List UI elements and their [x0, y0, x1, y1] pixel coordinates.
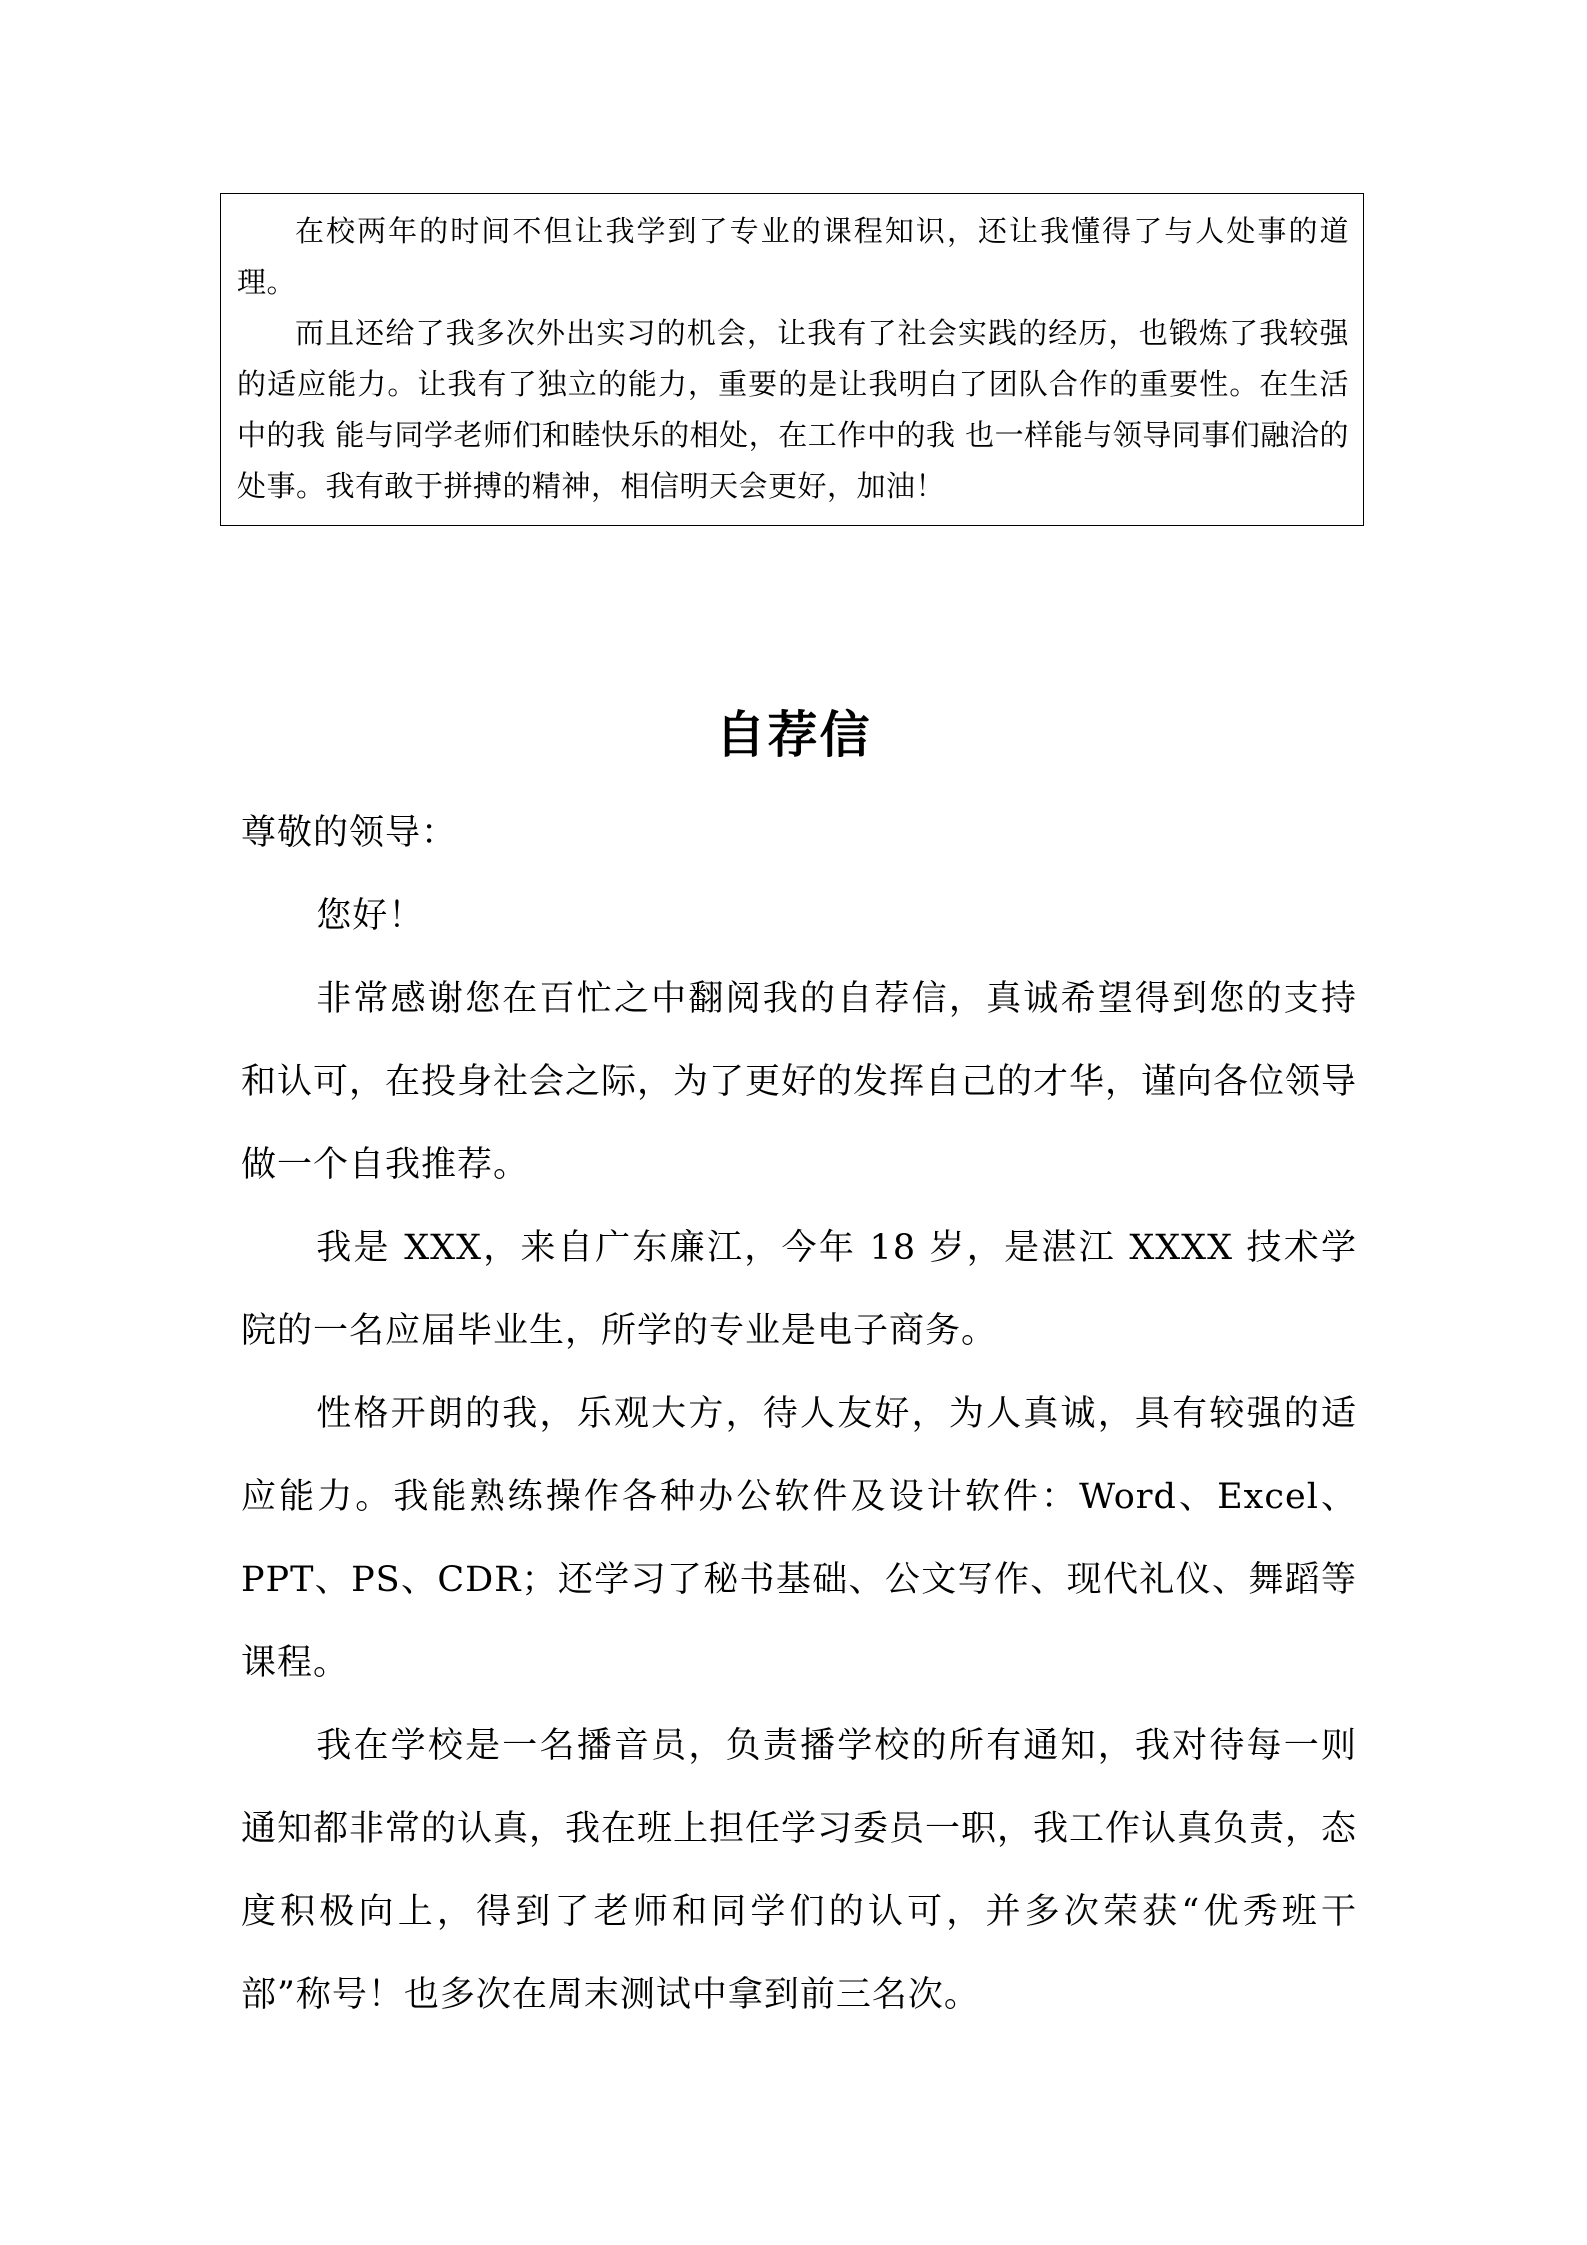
intro-paragraph-2: 而且还给了我多次外出实习的机会，让我有了社会实践的经历，也锻炼了我较强的适应能力。让我有了独立的能力，重要的是让我明白了团队合作的重要性。在生活中的我 能与同学老师们和睦快乐的相处，在工作中的我 也一样能与领导同事们融洽的处事。我有敢于拼搏的精神，相信明天会更好，加油！ — [237, 316, 1349, 503]
letter-greeting: 您好！ — [316, 896, 425, 936]
letter-paragraph-2: 我是 XXX，来自广东廉江，今年 18 岁，是湛江 XXXX 技术学院的一名应届毕业生，所学的专业是电子商务。 — [241, 1228, 1357, 1351]
letter-paragraph-3: 性格开朗的我，乐观大方，待人友好，为人真诚，具有较强的适应能力。我能熟练操作各种办公软件及设计软件：Word、Excel、PPT、PS、CDR；还学习了秘书基础、公文写作、现代礼仪、舞蹈等课程。 — [241, 1394, 1357, 1683]
letter-salutation: 尊敬的领导： — [241, 813, 458, 853]
intro-paragraph-1: 在校两年的时间不但让我学到了专业的课程知识，还让我懂得了与人处事的道理。 — [237, 214, 1349, 299]
letter-paragraph-1: 非常感谢您在百忙之中翻阅我的自荐信，真诚希望得到您的支持和认可，在投身社会之际，为了更好的发挥自己的才华，谨向各位领导做一个自我推荐。 — [241, 979, 1358, 1185]
letter-body — [241, 792, 1357, 2037]
letter-title: 自荐信 — [715, 705, 872, 764]
letter-paragraph-4: 我在学校是一名播音员，负责播学校的所有通知，我对待每一则通知都非常的认真，我在班上担任学习委员一职，我工作认真负责，态度积极向上，得到了老师和同学们的认可，并多次荣获“优秀班干部”称号！也多次在周末测试中拿到前三名次。 — [241, 1726, 1358, 2015]
intro-text-box — [220, 193, 1364, 526]
